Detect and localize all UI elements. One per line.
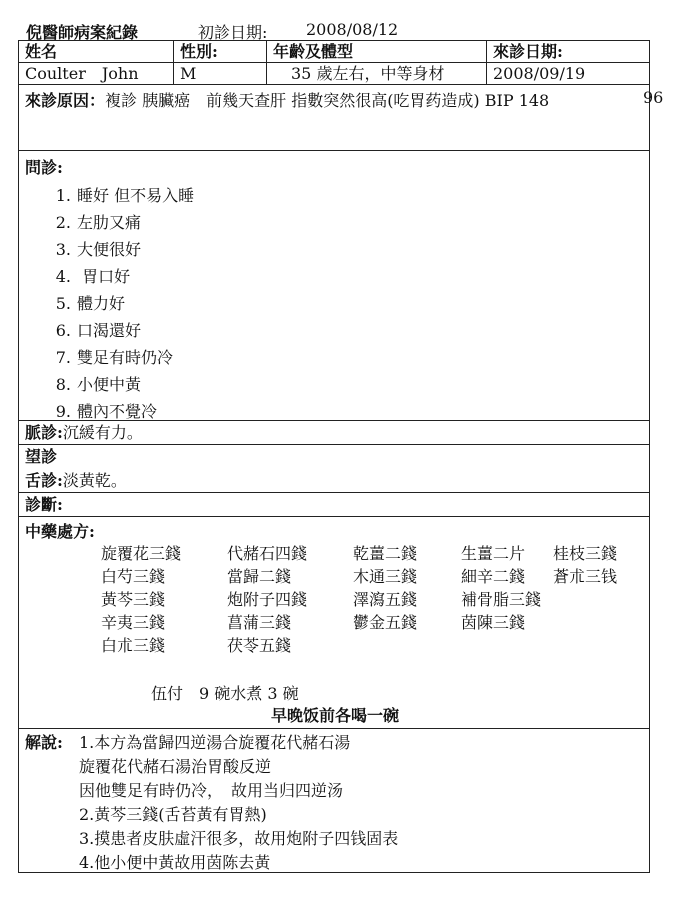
item-text: 雙足有時仍冷 bbox=[77, 348, 174, 367]
herb-item: 茵陳三錢 bbox=[461, 613, 526, 632]
visit-date-header: 來診日期: bbox=[487, 41, 649, 63]
tongue-label: 舌診: bbox=[25, 471, 63, 490]
herb-item: 乾薑二錢 bbox=[353, 544, 418, 563]
first-visit-label: 初診日期: bbox=[198, 23, 268, 42]
explanation-label: 解說: bbox=[25, 733, 63, 752]
inquiry-list bbox=[25, 182, 649, 425]
item-number: 9. bbox=[55, 402, 71, 421]
tongue-text: 淡黃乾。 bbox=[62, 471, 127, 490]
patient-header-row bbox=[19, 41, 649, 63]
drink-instruction: 早晚饭前各喝一碗 bbox=[270, 706, 399, 725]
list-item bbox=[25, 182, 649, 209]
item-number: 3. bbox=[55, 240, 71, 259]
list-item bbox=[25, 209, 649, 236]
age-header: 年齡及體型 bbox=[267, 41, 487, 63]
explanation-line: 3.摸患者皮肤虛汗很多，故用炮附子四钱固表 bbox=[79, 829, 399, 848]
name-header: 姓名 bbox=[19, 41, 174, 63]
herb-item: 茯苓五錢 bbox=[227, 636, 292, 655]
title-row bbox=[18, 14, 650, 40]
explanation-line: 1.本方為當歸四逆湯合旋覆花代赭石湯 bbox=[79, 733, 351, 752]
tongue-row bbox=[25, 469, 649, 493]
item-text: 大便很好 bbox=[77, 240, 142, 259]
item-text: 胃口好 bbox=[77, 267, 131, 286]
pulse-label: 脈診: bbox=[25, 423, 63, 442]
reason-text: 複診 胰臟癌 前幾天查肝 指數突然很高(吃胃药造成) BIP 148 bbox=[105, 91, 550, 110]
list-item bbox=[25, 263, 649, 290]
patient-value-row bbox=[19, 63, 649, 85]
item-number: 5. bbox=[55, 294, 71, 313]
patient-age-build: 35 歲左右，中等身材 bbox=[267, 63, 487, 85]
observation-label: 望診 bbox=[25, 447, 58, 466]
diagnosis-section bbox=[19, 493, 649, 517]
observation-section bbox=[19, 445, 649, 493]
herb-item: 蒼朮三钱 bbox=[553, 567, 618, 586]
inquiry-label: 問診: bbox=[25, 158, 63, 177]
herb-item: 旋覆花三錢 bbox=[101, 544, 182, 563]
explanation-section bbox=[19, 729, 649, 872]
herb-item: 鬱金五錢 bbox=[353, 613, 418, 632]
herb-item: 白朮三錢 bbox=[101, 636, 166, 655]
item-number: 6. bbox=[55, 321, 71, 340]
record-table bbox=[18, 40, 664, 873]
pulse-section bbox=[19, 421, 649, 445]
herb-item: 代赭石四錢 bbox=[227, 544, 308, 563]
dose-instruction: 伍付 9 碗水煮 3 碗 bbox=[151, 684, 299, 703]
list-item bbox=[25, 317, 649, 344]
herb-item: 辛夷三錢 bbox=[101, 613, 166, 632]
list-item bbox=[25, 236, 649, 263]
herb-item: 木通三錢 bbox=[353, 567, 418, 586]
inquiry-section bbox=[19, 151, 649, 421]
prescription-label: 中藥處方: bbox=[25, 522, 95, 541]
item-number: 7. bbox=[55, 348, 71, 367]
item-text: 體內不覺冷 bbox=[77, 402, 158, 421]
item-number: 4. bbox=[55, 267, 71, 286]
reason-section bbox=[19, 85, 664, 151]
case-record-page bbox=[18, 14, 664, 873]
list-item bbox=[25, 371, 649, 398]
explanation-line: 旋覆花代赭石湯治胃酸反逆 bbox=[79, 757, 272, 776]
item-number: 2. bbox=[55, 213, 71, 232]
item-text: 小便中黃 bbox=[77, 375, 142, 394]
list-item bbox=[25, 344, 649, 371]
herb-item: 黃芩三錢 bbox=[101, 590, 166, 609]
patient-sex: M bbox=[174, 63, 267, 85]
item-text: 睡好 但不易入睡 bbox=[77, 186, 195, 205]
explanation-line: 4.他小便中黃故用茵陈去黃 bbox=[79, 853, 271, 872]
pulse-text: 沉緩有力。 bbox=[62, 423, 143, 442]
item-number: 1. bbox=[55, 186, 71, 205]
herb-item: 細辛二錢 bbox=[461, 567, 526, 586]
item-text: 口渴還好 bbox=[77, 321, 142, 340]
item-text: 體力好 bbox=[77, 294, 126, 313]
herb-item: 生薑二片 bbox=[461, 544, 526, 563]
explanation-line: 2.黃芩三錢(舌苔黃有胃熱) bbox=[79, 805, 267, 824]
explanation-line: 因他雙足有時仍冷， 故用当归四逆汤 bbox=[79, 781, 344, 800]
herb-item: 當歸二錢 bbox=[227, 567, 292, 586]
item-text: 左肋又痛 bbox=[77, 213, 142, 232]
diagnosis-label: 診斷: bbox=[25, 495, 63, 514]
herb-item: 桂枝三錢 bbox=[553, 544, 618, 563]
herb-item: 炮附子四錢 bbox=[227, 590, 308, 609]
reason-tail-value: 96 bbox=[643, 88, 664, 107]
explanation-row bbox=[25, 731, 649, 755]
sex-header: 性別: bbox=[174, 41, 267, 63]
first-visit-date: 2008/08/12 bbox=[306, 20, 399, 39]
herb-item: 澤瀉五錢 bbox=[353, 590, 418, 609]
herb-item: 補骨脂三錢 bbox=[461, 590, 542, 609]
list-item bbox=[25, 290, 649, 317]
reason-label: 來診原因： bbox=[25, 91, 106, 110]
herb-item: 白芍三錢 bbox=[101, 567, 166, 586]
visit-date: 2008/09/19 bbox=[487, 63, 649, 85]
item-number: 8. bbox=[55, 375, 71, 394]
patient-name: Coulter John bbox=[19, 63, 174, 85]
clinic-title: 倪醫師病案紀錄 bbox=[26, 23, 139, 42]
prescription-section bbox=[19, 517, 649, 729]
herb-item: 菖蒲三錢 bbox=[227, 613, 292, 632]
